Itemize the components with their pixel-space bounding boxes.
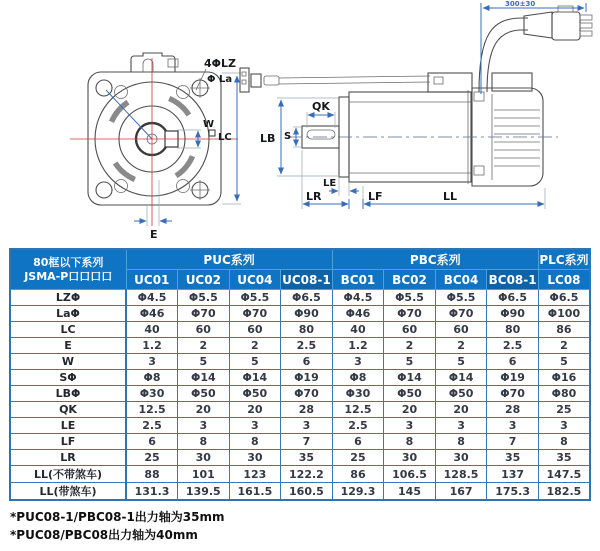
table-row — [10, 450, 590, 466]
table-cell: Φ5.5 — [435, 290, 487, 306]
table-cell: Φ19 — [281, 370, 333, 386]
table-cell: 28 — [281, 402, 333, 418]
row-label: LL(不带煞车) — [10, 466, 126, 483]
boss-diameter-label: Φ La — [207, 74, 233, 85]
table-cell: 30 — [435, 450, 487, 466]
face-hole — [177, 86, 190, 99]
table-row — [10, 290, 590, 306]
table-cell: Φ70 — [178, 306, 230, 322]
bolt-holes-label: 4ΦLZ — [204, 57, 236, 70]
table-cell: Φ14 — [384, 370, 436, 386]
connector-pin — [580, 31, 592, 36]
flange-size-label: LC — [218, 132, 232, 143]
table-cell: Φ6.5 — [487, 290, 539, 306]
encoder-plug-body — [251, 74, 261, 87]
table-cell: 2.5 — [281, 338, 333, 354]
connector-pin — [580, 15, 592, 20]
table-cell: Φ90 — [281, 306, 333, 322]
table-cell: 80 — [281, 322, 333, 338]
connector-pin — [580, 23, 592, 28]
face-hole — [177, 180, 190, 193]
table-cell: Φ70 — [435, 306, 487, 322]
table-cell: Φ50 — [384, 386, 436, 402]
table-cell: 2 — [538, 338, 590, 354]
table-cell: 175.3 — [487, 483, 539, 501]
table-cell: 139.5 — [178, 483, 230, 501]
table-cell: 2 — [178, 338, 230, 354]
table-cell: 35 — [281, 450, 333, 466]
connector-clip — [558, 6, 573, 12]
table-cell: Φ16 — [538, 370, 590, 386]
table-row — [10, 322, 590, 338]
s-label: S — [284, 131, 292, 142]
table-cell: 35 — [538, 450, 590, 466]
table-cell: 2.5 — [126, 418, 178, 434]
table-cell: 30 — [178, 450, 230, 466]
table-cell: 7 — [487, 434, 539, 450]
table-cell: Φ4.5 — [126, 290, 178, 306]
table-cell: 7 — [281, 434, 333, 450]
table-cell: 2 — [384, 338, 436, 354]
table-cell: Φ70 — [229, 306, 281, 322]
table-cell: 8 — [384, 434, 436, 450]
table-cell: 5 — [229, 354, 281, 370]
table-cell: 25 — [332, 450, 384, 466]
bolt-hole — [96, 182, 112, 198]
table-cell: Φ14 — [229, 370, 281, 386]
power-connector-icon — [552, 12, 580, 40]
table-cell: 3 — [487, 418, 539, 434]
e-offset-label: E — [150, 228, 158, 241]
series-title-line1: 80框以下系列 — [33, 255, 104, 269]
corner-header — [10, 249, 126, 290]
table-cell: 145 — [384, 483, 436, 501]
table-cell: 137 — [487, 466, 539, 483]
table-row — [10, 338, 590, 354]
table-cell: Φ30 — [332, 386, 384, 402]
table-cell: 161.5 — [229, 483, 281, 501]
table-cell: Φ100 — [538, 306, 590, 322]
table-row — [10, 434, 590, 450]
group-header-plc: PLC系列 — [538, 249, 590, 270]
encoder-cable — [240, 68, 472, 92]
table-cell: Φ8 — [126, 370, 178, 386]
table-cell: 20 — [229, 402, 281, 418]
row-label: LaΦ — [10, 306, 126, 322]
table-cell: 2 — [229, 338, 281, 354]
lb-label: LB — [260, 132, 276, 145]
table-cell: Φ5.5 — [384, 290, 436, 306]
connector-boot — [524, 12, 552, 38]
table-row — [10, 354, 590, 370]
table-cell: 167 — [435, 483, 487, 501]
table-cell: 3 — [332, 354, 384, 370]
table-cell: 40 — [126, 322, 178, 338]
table-cell: 129.3 — [332, 483, 384, 501]
table-cell: 5 — [435, 354, 487, 370]
face-hole — [115, 180, 128, 193]
table-cell: 60 — [384, 322, 436, 338]
table-cell: 6 — [126, 434, 178, 450]
table-cell: 28 — [487, 402, 539, 418]
le-label: LE — [323, 178, 337, 189]
table-cell: Φ5.5 — [178, 290, 230, 306]
column-header-bc02: BC02 — [384, 270, 436, 290]
column-header-bc01: BC01 — [332, 270, 384, 290]
face-hole — [115, 86, 128, 99]
table-cell: 3 — [229, 418, 281, 434]
row-label: LZΦ — [10, 290, 126, 306]
table-cell: 86 — [332, 466, 384, 483]
mount-tab — [474, 166, 484, 175]
table-cell: 5 — [178, 354, 230, 370]
motor-side-view — [240, 0, 592, 209]
encoder-junction-box — [428, 73, 472, 92]
table-cell: 2.5 — [487, 338, 539, 354]
table-cell: 6 — [281, 354, 333, 370]
table-cell: Φ14 — [435, 370, 487, 386]
table-cell: Φ50 — [178, 386, 230, 402]
table-cell: 3 — [178, 418, 230, 434]
table-cell: 30 — [229, 450, 281, 466]
cooling-fins — [494, 110, 540, 166]
terminal-tab — [168, 59, 178, 67]
table-row — [10, 306, 590, 322]
table-row — [10, 466, 590, 483]
table-cell: 123 — [229, 466, 281, 483]
table-cell: 2 — [435, 338, 487, 354]
footnote-1: *PUC08-1/PBC08-1出力轴为35mm — [10, 510, 225, 524]
table-cell: Φ90 — [487, 306, 539, 322]
footnote-2: *PUC08/PBC08出力轴为40mm — [10, 528, 198, 542]
table-cell: 8 — [229, 434, 281, 450]
row-label: W — [10, 354, 126, 370]
row-label: LE — [10, 418, 126, 434]
series-title-line2: JSMA-P口口口口 — [24, 269, 113, 283]
ll-label: LL — [443, 190, 458, 203]
table-cell: 3 — [384, 418, 436, 434]
lr-label: LR — [306, 190, 322, 203]
row-label: QK — [10, 402, 126, 418]
table-row — [10, 402, 590, 418]
table-cell: 12.5 — [332, 402, 384, 418]
row-label: LF — [10, 434, 126, 450]
table-cell: 3 — [126, 354, 178, 370]
table-cell: Φ6.5 — [538, 290, 590, 306]
table-cell: Φ19 — [487, 370, 539, 386]
table-cell: 6 — [487, 354, 539, 370]
table-cell: 30 — [384, 450, 436, 466]
footnotes — [10, 508, 600, 543]
column-header-uc08-1: UC08-1 — [281, 270, 333, 290]
row-label: SΦ — [10, 370, 126, 386]
column-header-uc02: UC02 — [178, 270, 230, 290]
table-cell: 182.5 — [538, 483, 590, 501]
table-cell: 5 — [384, 354, 436, 370]
table-cell: Φ4.5 — [332, 290, 384, 306]
table-cell: Φ8 — [332, 370, 384, 386]
table-cell: 6 — [332, 434, 384, 450]
table-cell: 12.5 — [126, 402, 178, 418]
motor-front-view — [70, 53, 241, 241]
table-row — [10, 418, 590, 434]
table-cell: Φ50 — [229, 386, 281, 402]
cable-length-label: 300±30 — [505, 0, 536, 8]
column-header-uc04: UC04 — [229, 270, 281, 290]
power-cable — [479, 6, 592, 92]
table-cell: 106.5 — [384, 466, 436, 483]
shaft-key — [307, 130, 335, 139]
group-header-puc: PUC系列 — [126, 249, 332, 270]
table-cell: 3 — [281, 418, 333, 434]
table-cell: Φ70 — [384, 306, 436, 322]
cable-sleeve — [264, 76, 279, 85]
table-cell: 40 — [332, 322, 384, 338]
group-header-row — [10, 249, 590, 270]
table-cell: 131.3 — [126, 483, 178, 501]
table-cell: 25 — [126, 450, 178, 466]
table-cell: Φ70 — [487, 386, 539, 402]
table-cell: Φ6.5 — [281, 290, 333, 306]
column-header-uc01: UC01 — [126, 270, 178, 290]
dimension-table — [9, 248, 591, 501]
table-row — [10, 386, 590, 402]
table-row — [10, 370, 590, 386]
lf-label: LF — [368, 190, 383, 203]
table-cell: Φ14 — [178, 370, 230, 386]
table-cell: 60 — [178, 322, 230, 338]
table-cell: 8 — [538, 434, 590, 450]
row-label: LC — [10, 322, 126, 338]
table-cell: Φ46 — [332, 306, 384, 322]
table-cell: 128.5 — [435, 466, 487, 483]
table-cell: 60 — [229, 322, 281, 338]
table-row — [10, 483, 590, 501]
table-cell: 101 — [178, 466, 230, 483]
table-cell: 8 — [435, 434, 487, 450]
dimension-diagram — [0, 0, 600, 244]
table-cell: 147.5 — [538, 466, 590, 483]
table-cell: 20 — [384, 402, 436, 418]
table-cell: 5 — [538, 354, 590, 370]
qk-label: QK — [312, 100, 330, 113]
table-cell: 8 — [178, 434, 230, 450]
table-cell: 160.5 — [281, 483, 333, 501]
table-cell: Φ30 — [126, 386, 178, 402]
row-label: E — [10, 338, 126, 354]
table-cell: 20 — [178, 402, 230, 418]
table-cell: 3 — [538, 418, 590, 434]
table-cell: Φ46 — [126, 306, 178, 322]
table-cell: 86 — [538, 322, 590, 338]
row-label: LL(带煞车) — [10, 483, 126, 501]
table-cell: Φ5.5 — [229, 290, 281, 306]
table-cell: 1.2 — [126, 338, 178, 354]
table-cell: Φ70 — [281, 386, 333, 402]
mount-tab — [474, 92, 484, 101]
table-cell: 2.5 — [332, 418, 384, 434]
table-cell: Φ50 — [435, 386, 487, 402]
row-label: LBΦ — [10, 386, 126, 402]
table-cell: 20 — [435, 402, 487, 418]
group-header-pbc: PBC系列 — [332, 249, 538, 270]
table-cell: 35 — [487, 450, 539, 466]
table-cell: Φ80 — [538, 386, 590, 402]
table-cell: 3 — [435, 418, 487, 434]
column-header-lc08: LC08 — [538, 270, 590, 290]
table-cell: 122.2 — [281, 466, 333, 483]
keyway-width-label: W — [203, 119, 215, 130]
column-header-bc08-1: BC08-1 — [487, 270, 539, 290]
square-symbol — [209, 130, 215, 136]
terminal-notch — [143, 59, 153, 72]
table-cell: 88 — [126, 466, 178, 483]
column-header-bc04: BC04 — [435, 270, 487, 290]
table-cell: 25 — [538, 402, 590, 418]
table-cell: 1.2 — [332, 338, 384, 354]
table-cell: 80 — [487, 322, 539, 338]
row-label: LR — [10, 450, 126, 466]
table-cell: 60 — [435, 322, 487, 338]
